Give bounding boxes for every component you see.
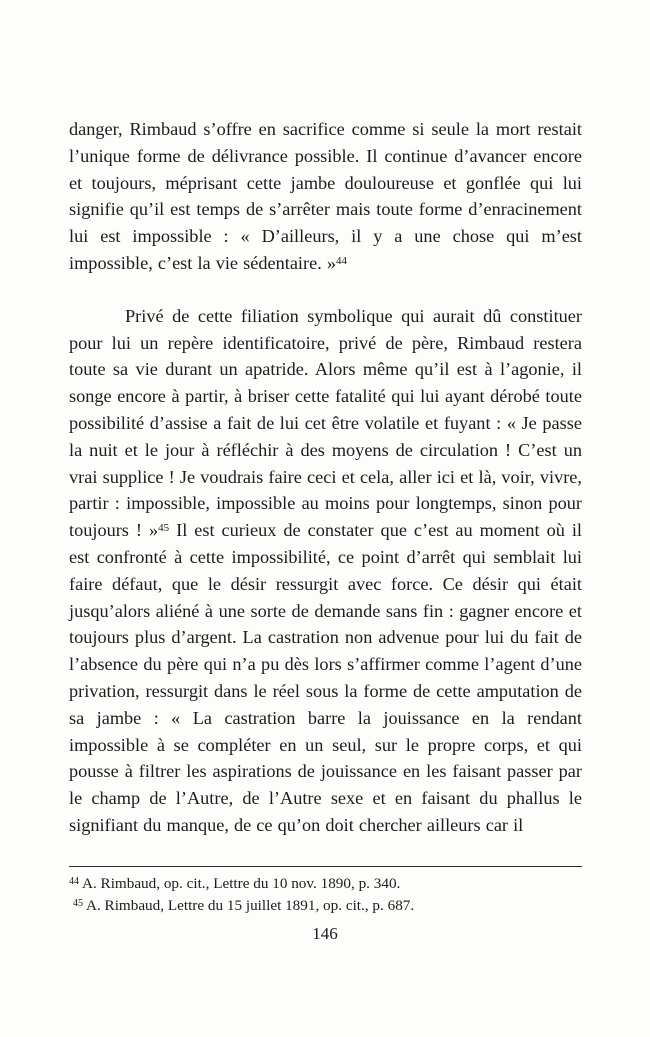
page-text-block <box>69 116 582 839</box>
paragraph-2-text-part2: Il est curieux de constater que c’est au moment où il est confronté à cette impossibilité, ce point d’arrêt qui semblait lui faire défaut, que le désir ressurgit avec force. Ce désir qui était jusqu’alors aliéné à une sorte de demande sans fin : gagner encore et toujours plus d’argent. La castration non advenue pour lui du fait de l’absence du père qui n’a pu dès lors s’affirmer comme l’agent d’une privation, ressurgit dans le réel sous la forme de cette amputation de sa jambe : « La castration barre la jouissance en la rendant impossible à se compléter en un seul, sur le propre corps, et qui pousse à filtrer les aspirations de jouissance en les faisant passer par le champ de l’Autre, de l’Autre sexe et en faisant du phallus le signifiant du manque, de ce qu’on doit chercher ailleurs car il <box>69 520 582 835</box>
footnote-45-text: A. Rimbaud, Lettre du 15 juillet 1891, op. cit., p. 687. <box>86 896 415 914</box>
paragraph-1 <box>69 116 582 277</box>
page-number: 146 <box>312 924 338 943</box>
paragraph-2 <box>69 303 582 839</box>
footnote-44 <box>69 873 582 895</box>
paragraph-2-text-part1: Privé de cette filiation symbolique qui aurait dû constituer pour lui un repère identificatoire, privé de père, Rimbaud restera toute sa vie durant un apatride. Alors même qu’il est à l’agonie, il songe encore à partir, à briser cette fatalité qui lui ayant dérobé toute possibilité d’assise a fait de lui cet être volatile et fuyant : « Je passe la nuit et le jour à réfléchir à des moyens de circulation ! C’est un vrai supplice ! Je voudrais faire ceci et cela, aller ici et là, voir, vivre, partir : impossible, impossible au moins pour longtemps, sinon pour toujours ! » <box>69 305 582 541</box>
paragraph-1-text: danger, Rimbaud s’offre en sacrifice comme si seule la mort restait l’unique forme de délivrance possible. Il continue d’avancer encore et toujours, méprisant cette jambe douloureuse et gonflée qui lui signifie qu’il est temps de s’arrêter mais toute forme d’enracinement lui est impossible : « D’ailleurs, il y a une chose qui m’est impossible, c’est la vie sédentaire. » <box>69 119 582 273</box>
footnote-44-number: 44 <box>69 876 79 887</box>
footnote-45 <box>69 895 582 917</box>
footnote-ref-44: 44 <box>336 255 347 268</box>
footnote-ref-45: 45 <box>158 522 170 535</box>
footnote-separator <box>69 866 582 867</box>
footnote-area <box>69 866 582 916</box>
footnote-45-number: 45 <box>73 897 83 909</box>
footnote-44-text: A. Rimbaud, op. cit., Lettre du 10 nov. 1890, p. 340. <box>82 875 401 892</box>
